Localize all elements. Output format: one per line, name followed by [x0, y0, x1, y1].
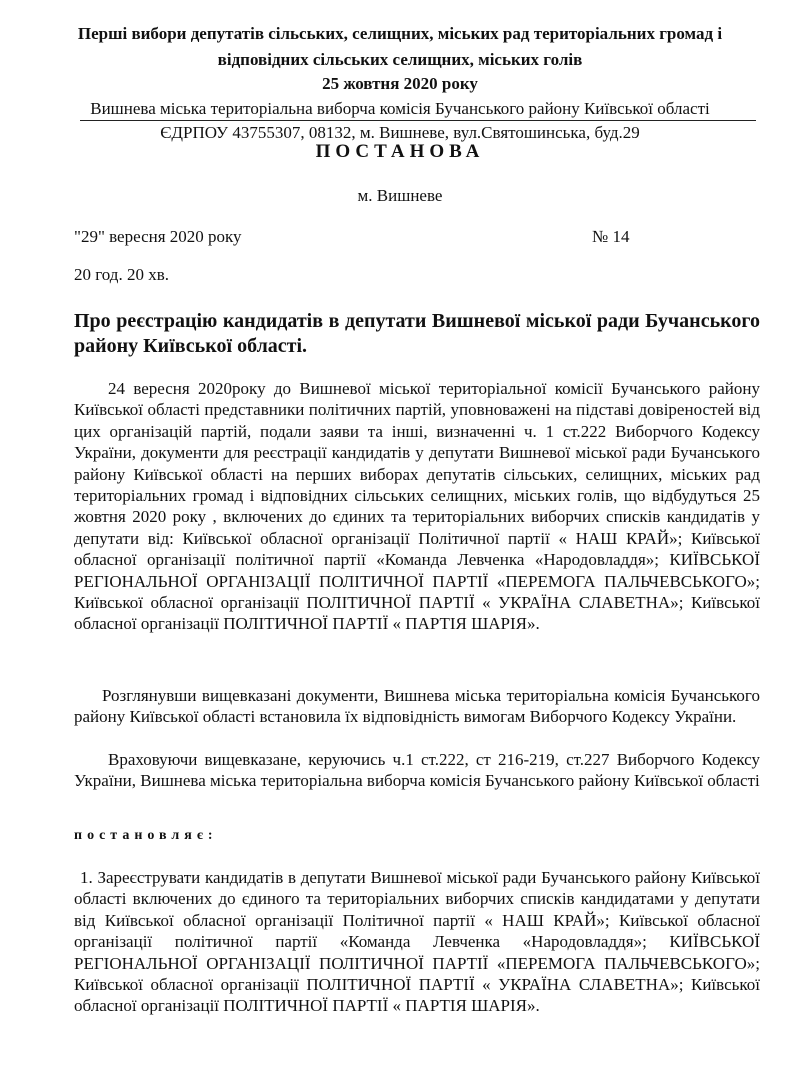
city: м. Вишневе — [357, 186, 443, 205]
election-heading-line2: відповідних сільських селищних, міських голів — [217, 50, 583, 69]
paragraph-grounds: Враховуючи вищевказане, керуючись ч.1 ст.222, ст 216-219, ст.227 Виборчого Кодексу України, Вишнева міська територіальна виборча комісія Бучанського району Київської області — [74, 750, 760, 791]
document-title: ПОСТАНОВА — [315, 141, 485, 162]
header-divider — [80, 120, 756, 121]
decision-subject: Про реєстрацію кандидатів в депутати Вишневої міської ради Бучанського району Київської області. — [74, 310, 760, 357]
paragraph-submission: 24 вересня 2020року до Вишневої міської територіальної комісії Бучанського району Київської області представники політичних партій, уповноважені на підставі довіреностей від цих організацій партій, подали заяви та інші, визначенні ч. 1 ст.222 Виборчого Кодексу України, документи для реєстрації кандидатів у депутати Вишневої міської ради Бучанського району Київської області на перших виборах депутатів сільських, селищних, міських рад територіальних громад і відповідних сільських селищних, міських голів, що відбудуться 25 жовтня 2020 року , включених до єдиних та територіальних виборчих списків кандидатів у депутати від: Київської обласної організації Політичної партії « НАШ КРАЙ»; Київської обласної організації політичної партії «Команда Левченка «Народовладдя»; КИЇВСЬКОЇ РЕГІОНАЛЬНОЇ ОРГАНІЗАЦІЇ ПОЛІТИЧНОЇ ПАРТІЇ «ПЕРЕМОГА ПАЛЬЧЕВСЬКОГО»; Київської обласної організації ПОЛІТИЧНОЇ ПАРТІЇ « УКРАЇНА СЛАВЕТНА»; Київської обласної організації ПОЛІТИЧНОЇ ПАРТІЇ « ПАРТІЯ ШАРІЯ». — [74, 379, 760, 634]
commission-name: Вишнева міська територіальна виборча комісія Бучанського району Київської області — [90, 99, 710, 118]
decision-date: "29" вересня 2020 року — [74, 227, 242, 246]
paragraph-review: Розглянувши вищевказані документи, Вишнева міська територіальна комісія Бучанського району Київської області встановила їх відповідність вимогам Виборчого Кодексу України. — [74, 686, 760, 727]
resolution-item-1: 1. Зареєструвати кандидатів в депутати Вишневої міської ради Бучанського району Київської області включених до єдиного та територіальних виборчих списків кандидатами у депутати від Київської обласної організації Політичної партії « НАШ КРАЙ»; Київської обласної організації політичної партії «Команда Левченка «Народовладдя»; КИЇВСЬКОЇ РЕГІОНАЛЬНОЇ ОРГАНІЗАЦІЇ ПОЛІТИЧНОЇ ПАРТІЇ «ПЕРЕМОГА ПАЛЬЧЕВСЬКОГО»; Київської обласної організації ПОЛІТИЧНОЇ ПАРТІЇ « УКРАЇНА СЛАВЕТНА»; Київської обласної організації ПОЛІТИЧНОЇ ПАРТІЇ « ПАРТІЯ ШАРІЯ». — [74, 868, 760, 1016]
decision-number: № 14 — [592, 227, 630, 246]
resolves-label: постановляє: — [74, 828, 218, 843]
election-date: 25 жовтня 2020 року — [322, 74, 478, 93]
commission-details: ЄДРПОУ 43755307, 08132, м. Вишневе, вул.Святошинська, буд.29 — [160, 123, 640, 142]
decision-time: 20 год. 20 хв. — [74, 265, 169, 284]
election-heading-line1: Перші вибори депутатів сільських, селищних, міських рад територіальних громад і — [77, 24, 723, 43]
